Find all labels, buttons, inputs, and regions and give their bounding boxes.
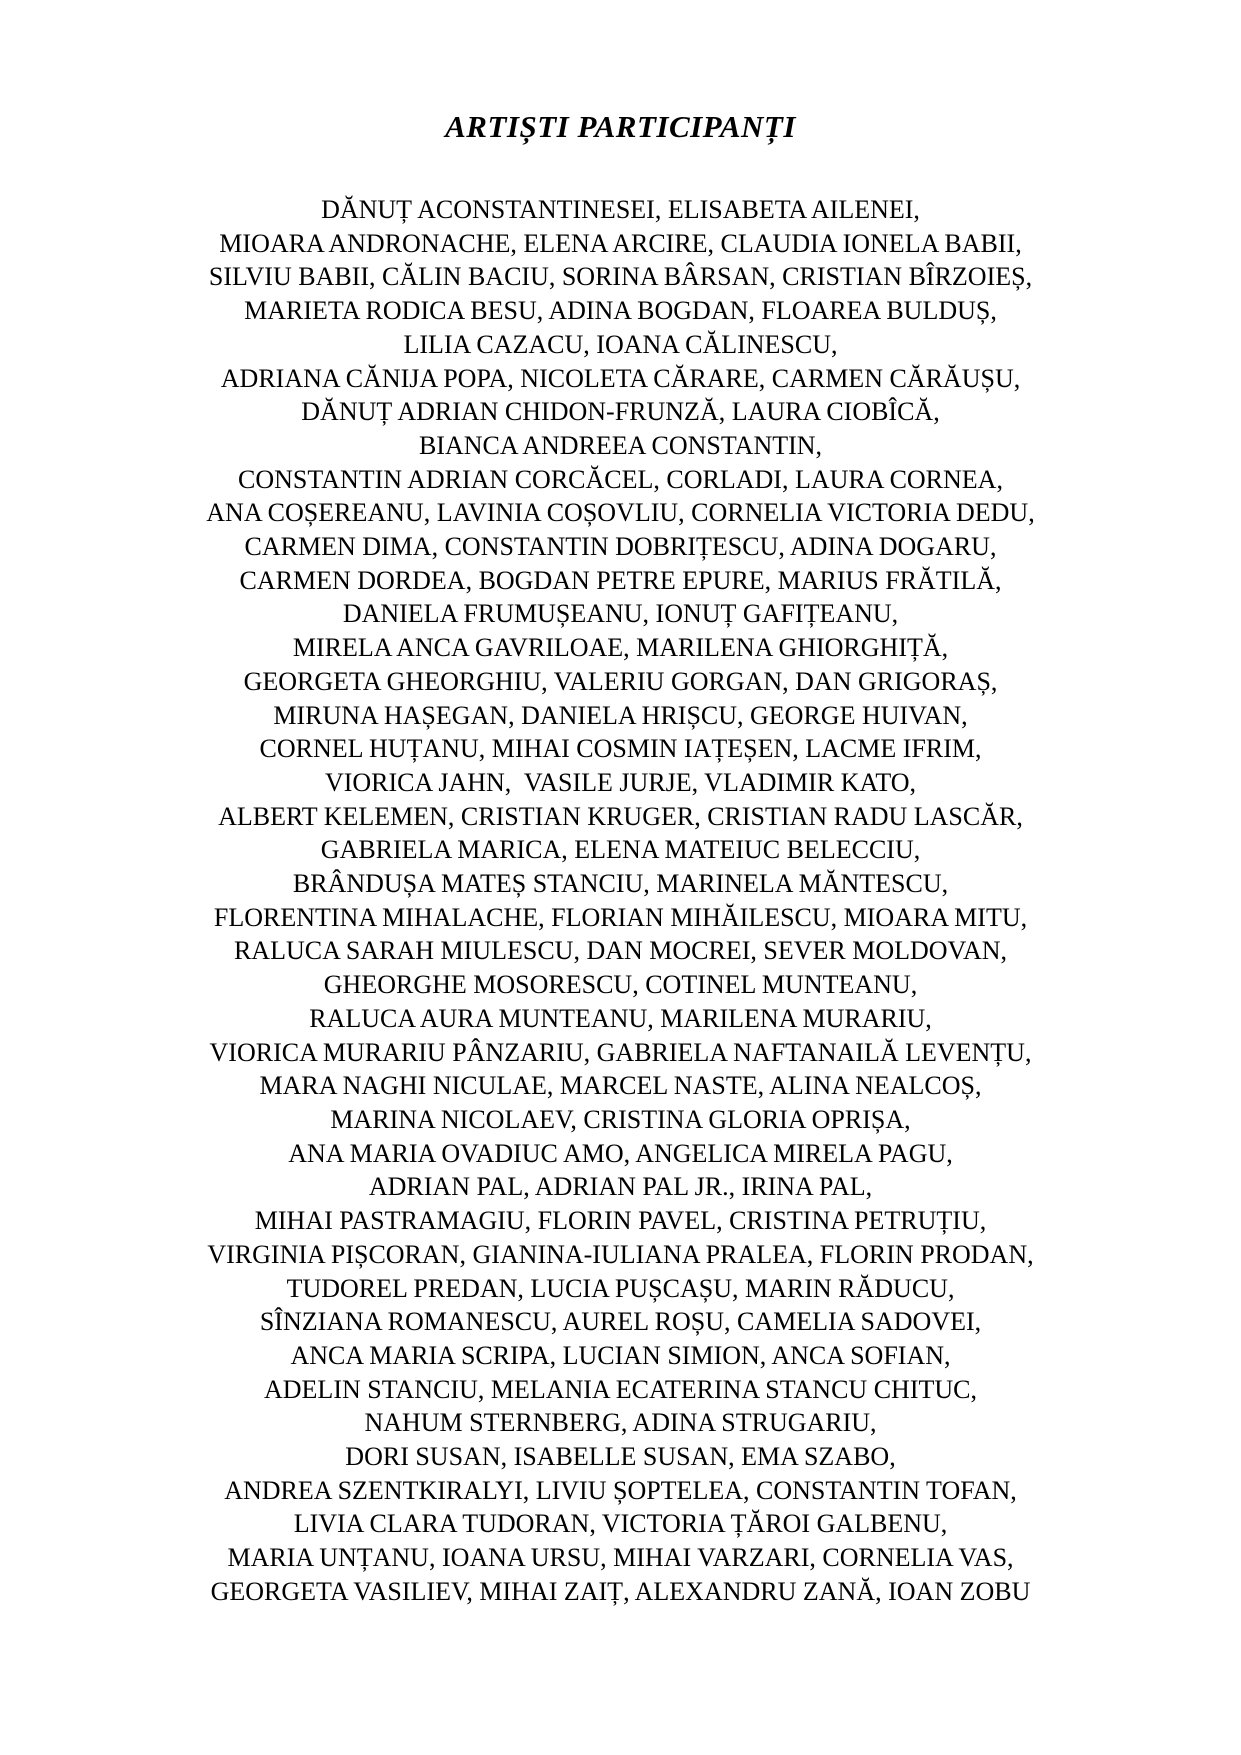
artist-line: TUDOREL PREDAN, LUCIA PUȘCAȘU, MARIN RĂDUCU, [286,1273,955,1303]
artist-line: CONSTANTIN ADRIAN CORCĂCEL, CORLADI, LAURA CORNEA, [238,464,1003,494]
artist-line: MIHAI PASTRAMAGIU, FLORIN PAVEL, CRISTINA PETRUȚIU, [254,1206,987,1236]
names-list [0,193,1241,1609]
artist-line: ADELIN STANCIU, MELANIA ECATERINA STANCU CHITUC, [264,1374,977,1404]
artist-line: SÎNZIANA ROMANESCU, AUREL ROȘU, CAMELIA SADOVEI, [259,1307,982,1337]
artist-line: MARINA NICOLAEV, CRISTINA GLORIA OPRIȘA, [330,1104,911,1134]
page-title: ARTIȘTI PARTICIPANȚI [445,109,796,144]
artist-line: ANA COȘEREANU, LAVINIA COȘOVLIU, CORNELIA VICTORIA DEDU, [206,498,1035,528]
artist-line: VIRGINIA PIȘCORAN, GIANINA-IULIANA PRALEA, FLORIN PRODAN, [207,1239,1034,1269]
artist-line: SILVIU BABII, CĂLIN BACIU, SORINA BÂRSAN, CRISTIAN BÎRZOIEȘ, [208,262,1033,292]
artist-line: DĂNUȚ ADRIAN CHIDON-FRUNZĂ, LAURA CIOBÎCĂ, [301,397,940,427]
artist-line: ADRIAN PAL, ADRIAN PAL JR., IRINA PAL, [368,1172,873,1202]
artist-line: DORI SUSAN, ISABELLE SUSAN, EMA SZABO, [345,1442,896,1472]
artist-line: MIOARA ANDRONACHE, ELENA ARCIRE, CLAUDIA IONELA BABII, [219,228,1022,258]
artist-line: BRÂNDUȘA MATEȘ STANCIU, MARINELA MĂNTESCU, [292,869,949,899]
artist-line: FLORENTINA MIHALACHE, FLORIAN MIHĂILESCU, MIOARA MITU, [213,902,1028,932]
artist-line: MARIA UNȚANU, IOANA URSU, MIHAI VARZARI, CORNELIA VAS, [227,1543,1014,1573]
artist-line: VIORICA MURARIU PÂNZARIU, GABRIELA NAFTANAILĂ LEVENȚU, [209,1037,1032,1067]
artist-line: BIANCA ANDREEA CONSTANTIN, [418,430,823,460]
artist-line: CARMEN DIMA, CONSTANTIN DOBRIȚESCU, ADINA DOGARU, [244,532,997,562]
artist-line: GEORGETA VASILIEV, MIHAI ZAIȚ, ALEXANDRU ZANĂ, IOAN ZOBU [210,1576,1031,1606]
artist-line: RALUCA SARAH MIULESCU, DAN MOCREI, SEVER MOLDOVAN, [233,936,1008,966]
artist-line: CORNEL HUȚANU, MIHAI COSMIN IAȚEȘEN, LACME IFRIM, [259,734,982,764]
artist-line: MARIETA RODICA BESU, ADINA BOGDAN, FLOAREA BULDUȘ, [244,296,997,326]
artist-line: DANIELA FRUMUȘEANU, IONUȚ GAFIȚEANU, [342,599,899,629]
artist-line: ANDREA SZENTKIRALYI, LIVIU ȘOPTELEA, CONSTANTIN TOFAN, [224,1475,1017,1505]
artist-line: MARA NAGHI NICULAE, MARCEL NASTE, ALINA NEALCOȘ, [259,1071,982,1101]
artist-line: ANCA MARIA SCRIPA, LUCIAN SIMION, ANCA SOFIAN, [290,1340,951,1370]
artist-line: CARMEN DORDEA, BOGDAN PETRE EPURE, MARIUS FRĂTILĂ, [239,565,1002,595]
artist-line: ADRIANA CĂNIJA POPA, NICOLETA CĂRARE, CARMEN CĂRĂUȘU, [220,363,1021,393]
artist-line: ALBERT KELEMEN, CRISTIAN KRUGER, CRISTIAN RADU LASCĂR, [218,801,1023,831]
artist-line: MIRELA ANCA GAVRILOAE, MARILENA GHIORGHIȚĂ, [292,633,949,663]
artist-line: GEORGETA GHEORGHIU, VALERIU GORGAN, DAN GRIGORAȘ, [243,666,998,696]
artist-line: LIVIA CLARA TUDORAN, VICTORIA ȚĂROI GALBENU, [293,1509,948,1539]
artist-line: VIORICA JAHN, VASILE JURJE, VLADIMIR KATO, [324,767,917,797]
artist-line: LILIA CAZACU, IOANA CĂLINESCU, [403,329,838,359]
artist-line: NAHUM STERNBERG, ADINA STRUGARIU, [364,1408,877,1438]
artist-line: MIRUNA HAȘEGAN, DANIELA HRIȘCU, GEORGE HUIVAN, [273,700,968,730]
artist-line: GABRIELA MARICA, ELENA MATEIUC BELECCIU, [320,835,921,865]
artist-line: GHEORGHE MOSORESCU, COTINEL MUNTEANU, [323,970,918,1000]
artist-line: RALUCA AURA MUNTEANU, MARILENA MURARIU, [309,1003,932,1033]
artist-line: DĂNUȚ ACONSTANTINESEI, ELISABETA AILENEI, [321,195,920,224]
artist-line: ANA MARIA OVADIUC AMO, ANGELICA MIRELA PAGU, [288,1138,953,1168]
